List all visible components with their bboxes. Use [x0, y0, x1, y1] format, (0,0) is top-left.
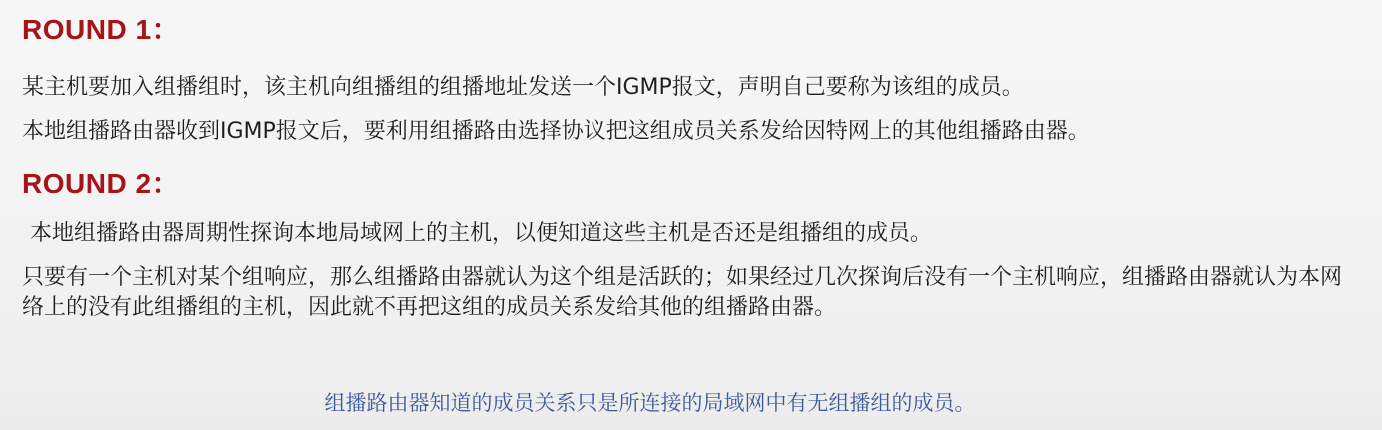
round-2-line-1: 本地组播路由器周期性探询本地局域网上的主机，以便知道这些主机是否还是组播组的成员。: [30, 221, 933, 246]
round-1-heading: ROUND 1：: [22, 14, 181, 45]
round-2-line-2: 只要有一个主机对某个组响应，那么组播路由器就认为这个组是活跃的；如果经过几次探询后没有一个主机响应，组播路由器就认为本网络上的没有此组播组的主机，因此就不再把这组的成员关系发给其他的组播路由器。: [22, 265, 1343, 320]
round-1-line-2: 本地组播路由器收到IGMP报文后，要利用组播路由选择协议把这组成员关系发给因特网上的其他组播路由器。: [22, 119, 1090, 144]
round-1-line-1: 某主机要加入组播组时，该主机向组播组的组播地址发送一个IGMP报文，声明自己要称为该组的成员。: [22, 75, 1024, 100]
summary-note: 组播路由器知道的成员关系只是所连接的局域网中有无组播组的成员。: [324, 391, 976, 415]
round-2-heading: ROUND 2：: [22, 168, 181, 199]
